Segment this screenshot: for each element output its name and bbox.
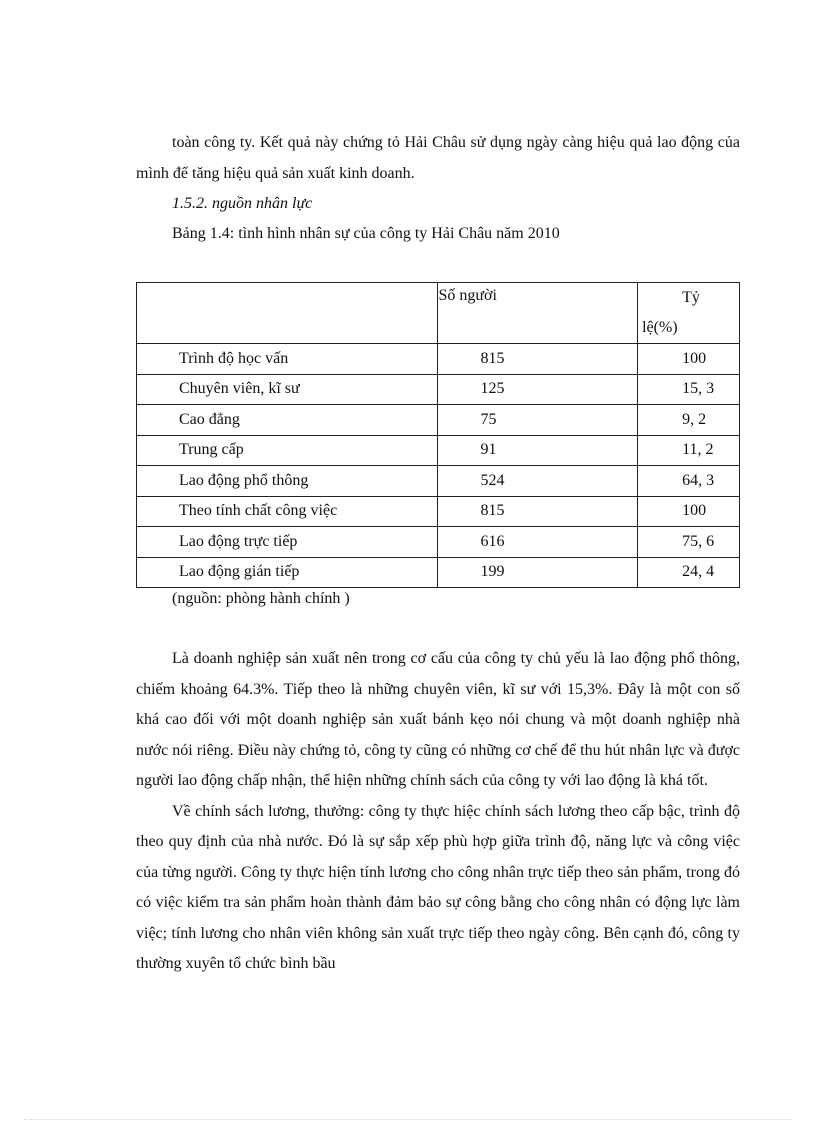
row-label: Chuyên viên, kĩ sư: [137, 374, 438, 405]
row-label: Cao đẳng: [137, 405, 438, 436]
row-label: Trình độ học vấn: [137, 344, 438, 375]
header-empty-cell: [137, 283, 438, 344]
row-count: 91: [438, 435, 638, 466]
table-caption: Bảng 1.4: tình hình nhân sự của công ty Hải Châu năm 2010: [172, 225, 560, 242]
row-label: Lao động gián tiếp: [137, 557, 438, 588]
header-percent-line1: Tỷ: [682, 289, 700, 306]
table-row: [137, 374, 740, 405]
row-count: 199: [438, 557, 638, 588]
row-count: 616: [438, 527, 638, 558]
source-note: (nguồn: phòng hành chính ): [172, 590, 350, 607]
body-paragraph-1: Là doanh nghiệp sản xuất nên trong cơ cấu của công ty chủ yếu là lao động phổ thông, chiếm khoảng 64.3%. Tiếp theo là những chuyên viên, kĩ sư với 15,3%. Đây là một con số khá cao đối với một doanh nghiệp sản xuất bánh kẹo nói chung và một doanh nghiệp nhà nước nói riêng. Điều này chứng tỏ, công ty cũng có những cơ chế để thu hút nhân lực và được người lao động chấp nhận, thể hiện những chính sách của công ty với lao động là khá tốt.: [136, 650, 740, 789]
row-percent: 64, 3: [638, 466, 740, 497]
header-count: Số người: [438, 283, 638, 344]
row-count: 75: [438, 405, 638, 436]
header-percent-line2: lệ(%): [642, 319, 678, 336]
row-label: Theo tính chất công việc: [137, 496, 438, 527]
page-top-text: [136, 128, 740, 249]
row-count: 815: [438, 344, 638, 375]
row-count: 815: [438, 496, 638, 527]
row-label: Lao động trực tiếp: [137, 527, 438, 558]
row-label: Lao động phổ thông: [137, 466, 438, 497]
row-percent: 75, 6: [638, 527, 740, 558]
table-row: [137, 435, 740, 466]
row-count: 524: [438, 466, 638, 497]
table-header-row: [137, 283, 740, 344]
header-percent: [638, 283, 740, 344]
table-row: [137, 466, 740, 497]
row-percent: 24, 4: [638, 557, 740, 588]
row-percent: 100: [638, 344, 740, 375]
row-count: 125: [438, 374, 638, 405]
page-bottom-divider: [24, 1119, 792, 1120]
section-heading: 1.5.2. nguồn nhân lực: [172, 195, 313, 212]
table-row: [137, 344, 740, 375]
row-percent: 15, 3: [638, 374, 740, 405]
table-row: [137, 496, 740, 527]
staff-table: [136, 282, 740, 588]
table-row: [137, 557, 740, 588]
table-row: [137, 405, 740, 436]
row-percent: 9, 2: [638, 405, 740, 436]
row-percent: 11, 2: [638, 435, 740, 466]
table-row: [137, 527, 740, 558]
row-label: Trung cấp: [137, 435, 438, 466]
row-percent: 100: [638, 496, 740, 527]
body-text: [136, 644, 740, 980]
body-paragraph-2: Về chính sách lương, thưởng: công ty thực hiệc chính sách lương theo cấp bậc, trình độ theo quy định của nhà nước. Đó là sự sắp xếp phù hợp giữa trình độ, năng lực và công việc của từng người. Công ty thực hiện tính lương cho công nhân trực tiếp theo sản phẩm, trong đó có việc kiểm tra sản phẩm hoàn thành đảm bảo sự công bằng cho công nhân có động lực làm việc; tính lương cho nhân viên không sản xuất trực tiếp theo ngày công. Bên cạnh đó, công ty thường xuyên tổ chức bình bầu: [136, 802, 740, 972]
intro-paragraph: toàn công ty. Kết quả này chứng tỏ Hải Châu sử dụng ngày càng hiệu quả lao động của mình để tăng hiệu quả sản xuất kinh doanh.: [136, 134, 740, 182]
